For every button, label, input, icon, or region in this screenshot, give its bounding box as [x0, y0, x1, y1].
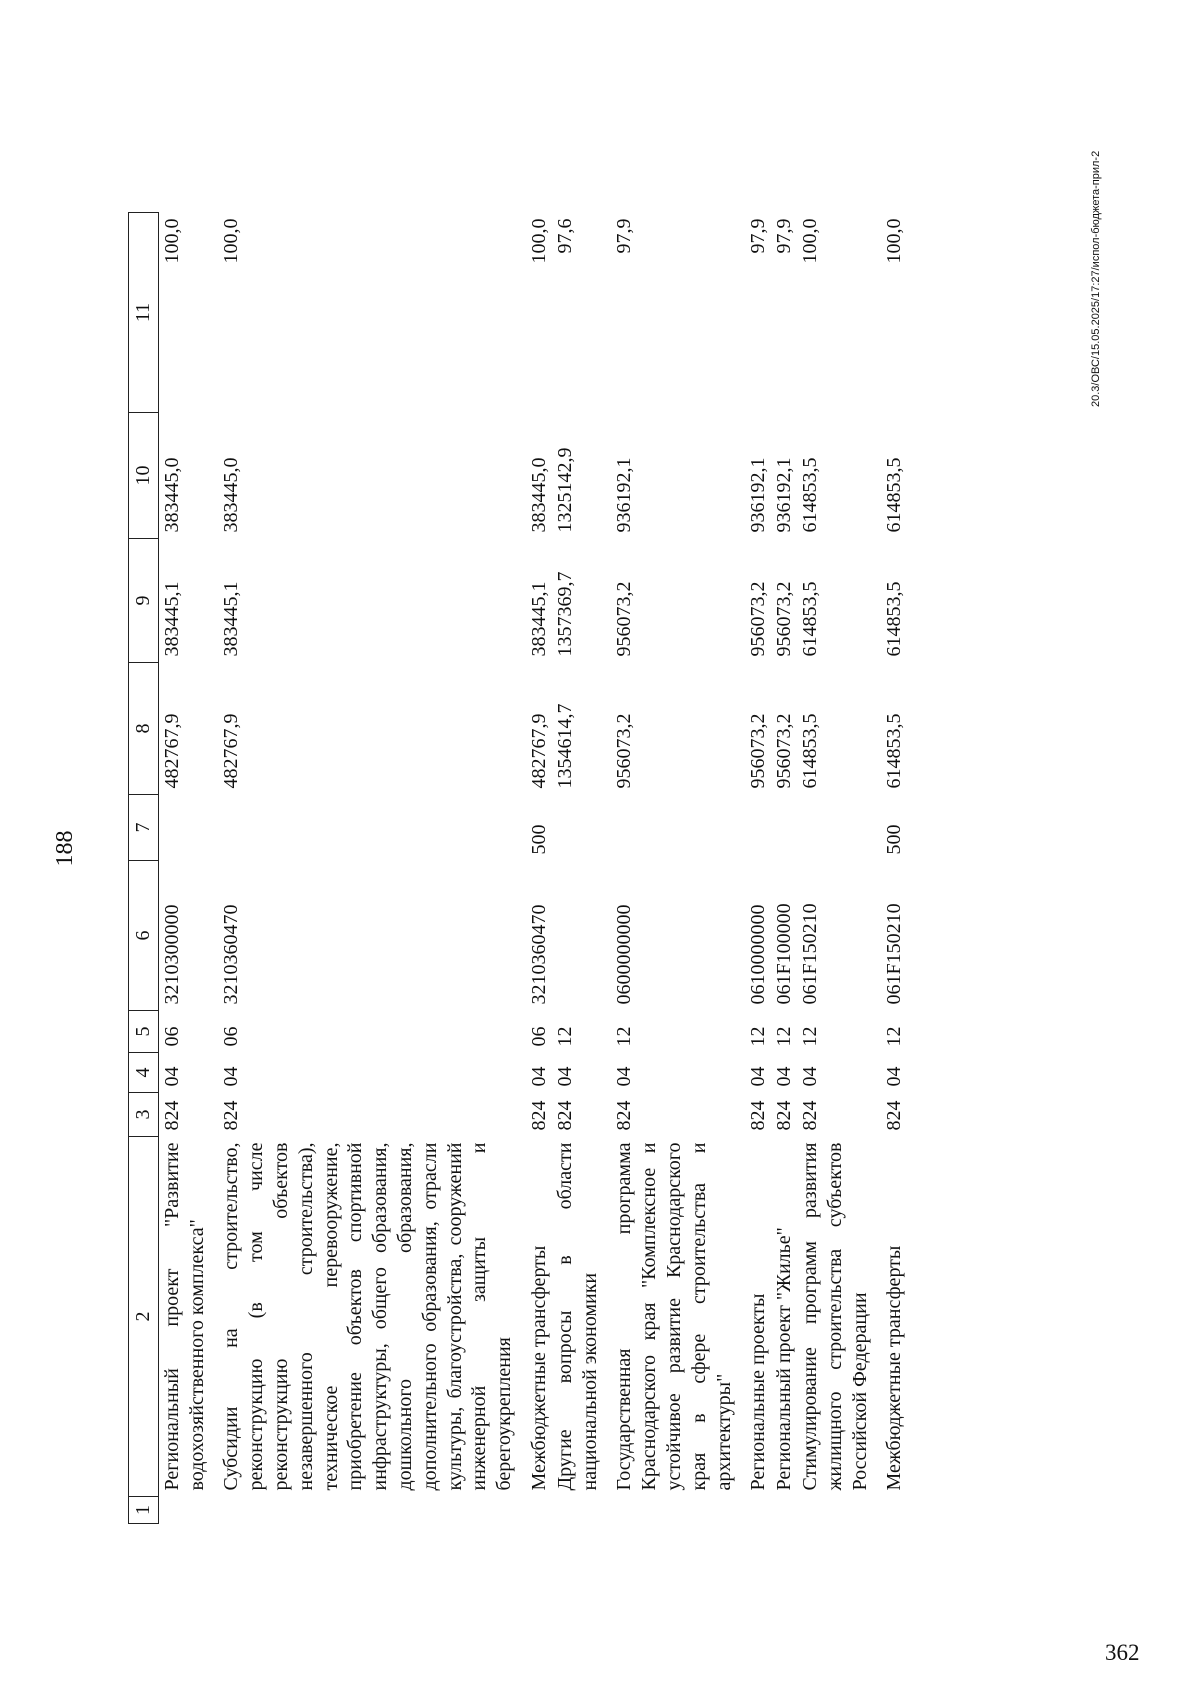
cell-c8: 956073,2: [747, 713, 770, 789]
cell-c11: 100,0: [160, 218, 183, 264]
cell-c7: 500: [883, 824, 906, 855]
cell-c5: 12: [798, 1026, 821, 1047]
cell-c11: 100,0: [883, 218, 906, 264]
header-cell: 1: [129, 1497, 159, 1524]
table-row: [552, 213, 603, 1524]
cell-c3: 824: [747, 1100, 770, 1131]
header-cell: 8: [129, 663, 159, 795]
header-cell: 9: [129, 539, 159, 663]
cell-c7: [602, 795, 736, 861]
cell-c8: 1354614,7: [553, 703, 576, 789]
cell-c7: [797, 795, 872, 861]
row-name: Региональный проект "Развитие водохозяйственного комплекса": [160, 1142, 208, 1491]
cell-c4: 04: [747, 1066, 770, 1087]
cell-c11: 97,9: [613, 218, 636, 254]
cell-c4: 04: [553, 1066, 576, 1087]
cell-c8: 956073,2: [773, 713, 796, 789]
cell-c6: 3210360470: [220, 904, 243, 1005]
cell-c5: 06: [160, 1026, 183, 1047]
cell-c10: 936192,1: [773, 457, 796, 533]
row-name: Межбюджетные трансферты: [527, 1245, 550, 1491]
cell-c6: 3210360470: [527, 904, 550, 1005]
cell-c8: 614853,5: [883, 713, 906, 789]
footer-code: 20.3/ОВС/15.05.2025/17:27/испол-бюджета-прил-2: [1090, 150, 1102, 407]
table-row: [736, 213, 771, 1524]
cell-c4: 04: [613, 1066, 636, 1087]
cell-c9: 956073,2: [613, 581, 636, 657]
cell-c5: 12: [553, 1026, 576, 1047]
budget-table: [128, 212, 907, 1524]
cell-c11: 100,0: [220, 218, 243, 264]
cell-c5: 12: [747, 1026, 770, 1047]
cell-c10: 614853,5: [883, 457, 906, 533]
cell-c5: 06: [527, 1026, 550, 1047]
cell-c7: [552, 795, 603, 861]
cell-c4: 04: [773, 1066, 796, 1087]
header-cell: 2: [129, 1137, 159, 1497]
header-cell: 10: [129, 413, 159, 539]
cell-c5: 12: [773, 1026, 796, 1047]
header-cell: 11: [129, 213, 159, 413]
table-row: [209, 213, 517, 1524]
cell-c9: 383445,1: [160, 581, 183, 657]
cell-c6: 061F150210: [798, 903, 821, 1005]
cell-c10: 936192,1: [613, 457, 636, 533]
cell-c9: 956073,2: [747, 581, 770, 657]
cell-c11: 100,0: [527, 218, 550, 264]
cell-c10: 936192,1: [747, 457, 770, 533]
cell-c3: 824: [160, 1100, 183, 1131]
cell-c6: [552, 861, 603, 1011]
cell-c7: [736, 795, 771, 861]
header-cell: 4: [129, 1053, 159, 1093]
cell-c8: 482767,9: [527, 713, 550, 789]
cell-c10: 614853,5: [798, 457, 821, 533]
cell-c11: 97,6: [553, 218, 576, 254]
cell-c7: [209, 795, 517, 861]
cell-c3: 824: [773, 1100, 796, 1131]
page-number-top: 188: [52, 830, 78, 867]
cell-c6: 0600000000: [613, 904, 636, 1005]
cell-c7: [158, 795, 209, 861]
cell-c6: 0610000000: [747, 904, 770, 1005]
header-cell: 5: [129, 1011, 159, 1053]
cell-c4: 04: [220, 1066, 243, 1087]
cell-c3: 824: [220, 1100, 243, 1131]
header-cell: 6: [129, 861, 159, 1011]
cell-c10: 383445,0: [220, 457, 243, 533]
cell-c4: 04: [883, 1066, 906, 1087]
header-cell: 7: [129, 795, 159, 861]
sheet-number: 362: [1105, 1640, 1140, 1665]
table-row: [872, 213, 907, 1524]
cell-c7: [771, 795, 797, 861]
cell-c11: 97,9: [747, 218, 770, 254]
cell-c4: 04: [798, 1066, 821, 1087]
cell-c4: 04: [527, 1066, 550, 1087]
cell-c5: 12: [883, 1026, 906, 1047]
cell-c6: 3210300000: [160, 904, 183, 1005]
cell-c9: 1357369,7: [553, 571, 576, 657]
cell-c9: 383445,1: [220, 581, 243, 657]
row-name: Другие вопросы в области национальной экономики: [553, 1142, 601, 1491]
table-row: [517, 213, 552, 1524]
row-name: Региональный проект "Жилье": [773, 1227, 796, 1491]
table-row: [602, 213, 736, 1524]
cell-c4: 04: [160, 1066, 183, 1087]
cell-c6: 061F150210: [883, 903, 906, 1005]
table-row: [797, 213, 872, 1524]
row-name: Региональные проекты: [747, 1293, 770, 1491]
cell-c8: 482767,9: [160, 713, 183, 789]
cell-c5: 12: [613, 1026, 636, 1047]
cell-c8: 614853,5: [798, 713, 821, 789]
cell-c6: 061F100000: [773, 903, 796, 1005]
cell-c11: 97,9: [773, 218, 796, 254]
cell-c9: 614853,5: [883, 581, 906, 657]
cell-c7: 500: [527, 824, 550, 855]
row-name: Стимулирование программ развития жилищного строительства субъектов Российской Федерации: [798, 1142, 871, 1491]
cell-c10: 383445,0: [527, 457, 550, 533]
cell-c9: 383445,1: [527, 581, 550, 657]
cell-c9: 614853,5: [798, 581, 821, 657]
header-cell: 3: [129, 1093, 159, 1137]
cell-c3: 824: [798, 1100, 821, 1131]
cell-c9: 956073,2: [773, 581, 796, 657]
row-name: Субсидии на строительство, реконструкцию (в том числе реконструкцию объектов незавершенного строительства), техническое перевооружение, приобретение объектов спортивной инфраструктуры, общего образования, дошкольного образования, дополнительного образования, отрасли культуры, благоустройства, сооружений инженерной защиты и берегоукрепления: [220, 1142, 516, 1491]
cell-c3: 824: [553, 1100, 576, 1131]
row-name: Государственная программа Краснодарского края "Комплексное и устойчивое развитие Краснодарского края в сфере строительства и архитектуры": [613, 1142, 735, 1491]
cell-c3: 824: [613, 1100, 636, 1131]
cell-c3: 824: [883, 1100, 906, 1131]
cell-c10: 383445,0: [160, 457, 183, 533]
table-row: [771, 213, 797, 1524]
row-name: Межбюджетные трансферты: [883, 1245, 906, 1491]
cell-c11: 100,0: [798, 218, 821, 264]
cell-c10: 1325142,9: [553, 447, 576, 533]
table-row: [158, 213, 209, 1524]
cell-c8: 956073,2: [613, 713, 636, 789]
cell-c3: 824: [527, 1100, 550, 1131]
cell-c5: 06: [220, 1026, 243, 1047]
header-row: [129, 213, 159, 1524]
cell-c8: 482767,9: [220, 713, 243, 789]
